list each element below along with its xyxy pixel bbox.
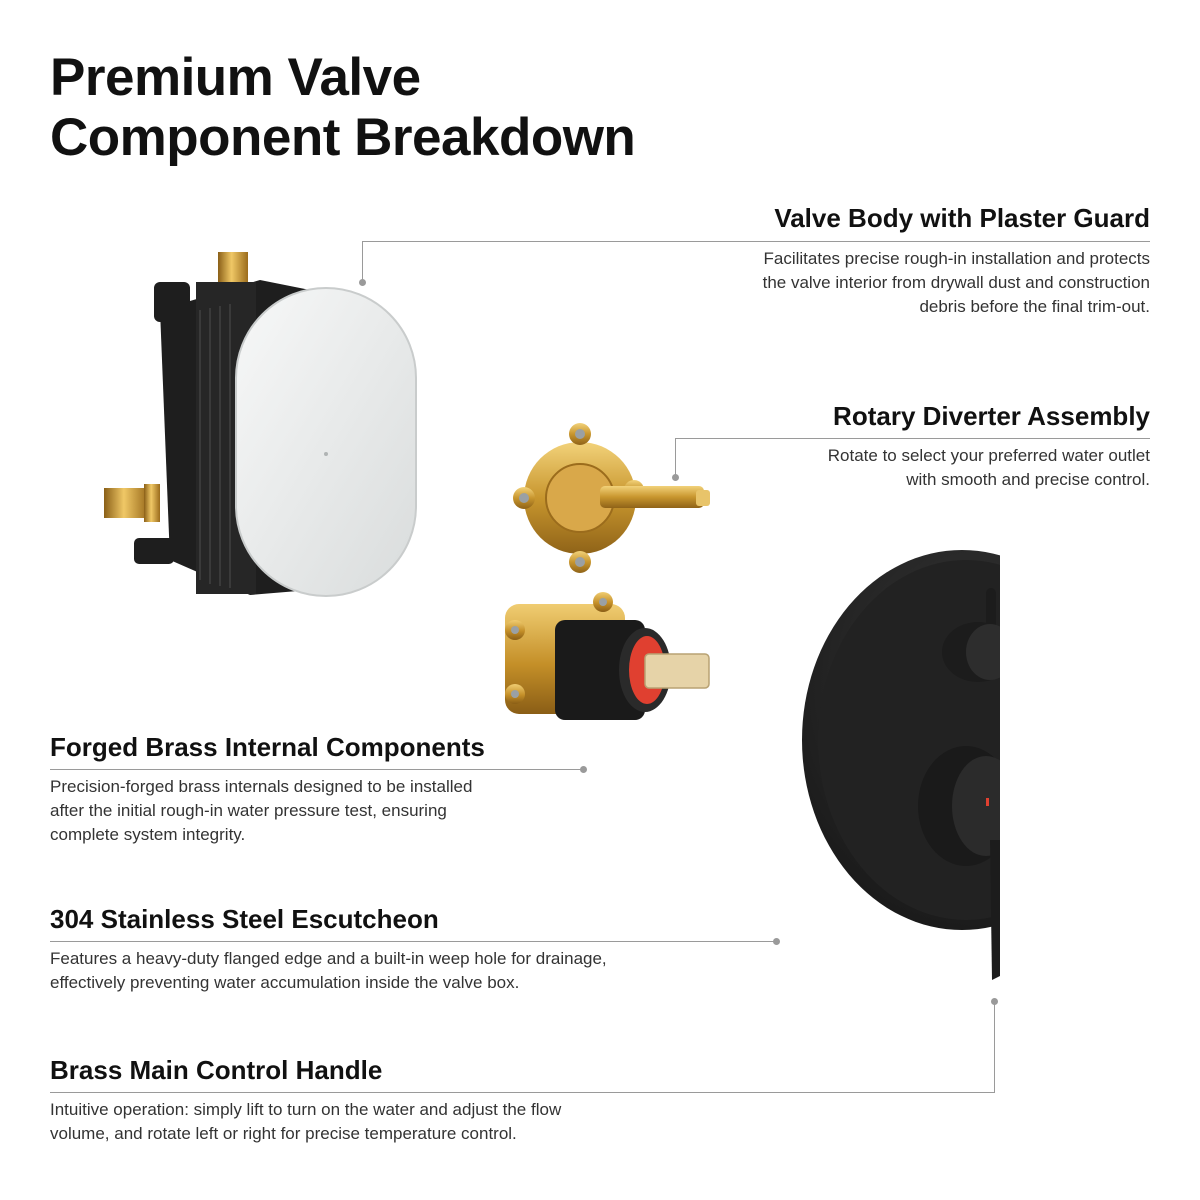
handle-leader-rise (994, 1002, 995, 1093)
valve-body-desc-line-3: debris before the final trim-out. (919, 297, 1150, 316)
forged-brass-image (485, 590, 725, 740)
valve-body-leader-line (362, 241, 1150, 242)
handle-desc-line-1: Intuitive operation: simply lift to turn on the water and adjust the flow (50, 1100, 562, 1119)
escutcheon-leader-dot (773, 938, 780, 945)
handle-desc-line-2: volume, and rotate left or right for precise temperature control. (50, 1124, 517, 1143)
rotary-diverter-heading: Rotary Diverter Assembly (833, 401, 1150, 431)
escutcheon-desc-line-2: effectively preventing water accumulation inside the valve box. (50, 973, 520, 992)
valve-body-desc-line-2: the valve interior from drywall dust and construction (762, 273, 1150, 292)
escutcheon-leader-line (50, 941, 775, 942)
rotary-diverter-leader-line (675, 438, 1150, 439)
forged-brass-desc-line-1: Precision-forged brass internals designed to be installed (50, 777, 473, 796)
valve-body-desc-line-1: Facilitates precise rough-in installation and protects (763, 249, 1150, 268)
rotary-diverter-image (510, 420, 720, 580)
escutcheon-image (800, 540, 1000, 985)
handle-description (50, 1098, 750, 1146)
handle-heading: Brass Main Control Handle (50, 1055, 383, 1085)
valve-body-image (100, 250, 430, 610)
handle-leader-line (50, 1092, 994, 1093)
valve-body-heading: Valve Body with Plaster Guard (774, 203, 1150, 233)
page-title (50, 48, 635, 168)
forged-brass-description (50, 775, 590, 847)
rotary-diverter-description (730, 444, 1150, 492)
handle-leader-dot (991, 998, 998, 1005)
forged-brass-leader-line (50, 769, 582, 770)
rotary-diverter-desc-line-1: Rotate to select your preferred water outlet (827, 446, 1150, 465)
escutcheon-heading: 304 Stainless Steel Escutcheon (50, 904, 439, 934)
escutcheon-desc-line-1: Features a heavy-duty flanged edge and a built-in weep hole for drainage, (50, 949, 607, 968)
forged-brass-desc-line-3: complete system integrity. (50, 825, 246, 844)
forged-brass-heading: Forged Brass Internal Components (50, 732, 485, 762)
valve-body-description (590, 247, 1150, 319)
rotary-diverter-desc-line-2: with smooth and precise control. (906, 470, 1150, 489)
forged-brass-leader-dot (580, 766, 587, 773)
escutcheon-description (50, 947, 750, 995)
title-line-1: Premium Valve (50, 48, 421, 107)
forged-brass-desc-line-2: after the initial rough-in water pressure test, ensuring (50, 801, 447, 820)
title-line-2: Component Breakdown (50, 108, 636, 167)
